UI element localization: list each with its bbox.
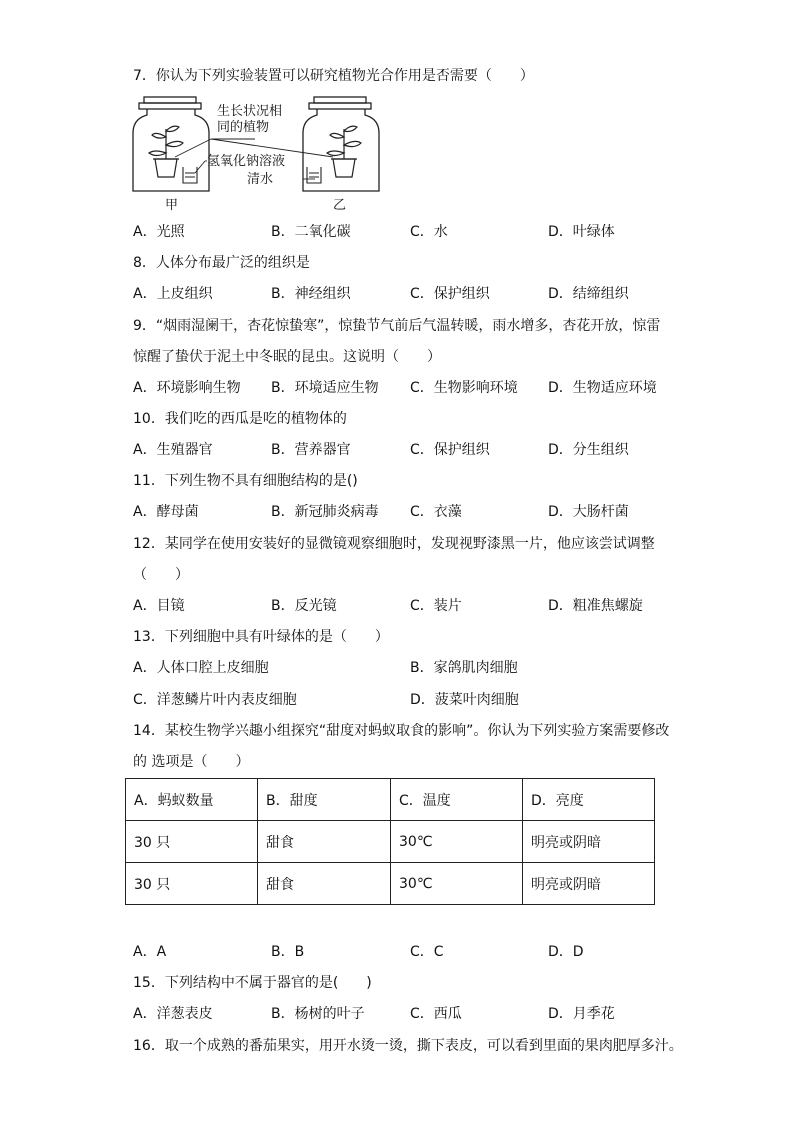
q7-stem: 7．你认为下列实验装置可以研究植物光合作用是否需要（ ） [133, 68, 534, 84]
q9-options [133, 378, 693, 398]
q8-stem: 8．人体分布最广泛的组织是 [133, 255, 310, 271]
table-header-cell: B．甜度 [258, 779, 391, 821]
q11-option-c[interactable]: C．衣藻 [410, 504, 462, 520]
beaker-right [307, 167, 321, 183]
q14-option-b[interactable]: B．B [271, 944, 305, 960]
q10-option-d[interactable]: D．分生组织 [548, 442, 629, 458]
q11-option-d[interactable]: D．大肠杆菌 [548, 504, 629, 520]
q11-option-a[interactable]: A．酵母菌 [133, 504, 199, 520]
q14-options [133, 942, 693, 962]
q15-option-b[interactable]: B．杨树的叶子 [271, 1006, 365, 1022]
q9-option-d[interactable]: D．生物适应环境 [548, 380, 657, 396]
q11-option-b[interactable]: B．新冠肺炎病毒 [271, 504, 379, 520]
table-cell: 30℃ [391, 821, 523, 863]
q12-stem-line2: （ ） [133, 567, 189, 583]
q7-option-c[interactable]: C．水 [410, 224, 448, 240]
q9-option-c[interactable]: C．生物影响环境 [410, 380, 518, 396]
table-header-cell: A．蚂蚁数量 [126, 779, 258, 821]
q11-options [133, 502, 693, 522]
table-cell: 甜食 [258, 821, 391, 863]
q15-option-d[interactable]: D．月季花 [548, 1006, 615, 1022]
q14-experiment-table [125, 778, 655, 905]
table-cell: 甜食 [258, 863, 391, 905]
plant-right [327, 126, 361, 177]
q8-option-a[interactable]: A．上皮组织 [133, 286, 213, 302]
q7-option-b[interactable]: B．二氧化碳 [271, 224, 351, 240]
q13-stem: 13．下列细胞中具有叶绿体的是（ ） [133, 629, 389, 645]
q13-option-c[interactable]: C．洋葱鳞片叶内表皮细胞 [133, 692, 297, 708]
table-cell: 明亮或阴暗 [523, 821, 655, 863]
q15-options [133, 1004, 693, 1024]
q14-stem-line2: 的 选项是（ ） [133, 754, 250, 770]
q8-option-c[interactable]: C．保护组织 [410, 286, 490, 302]
q14-option-a[interactable]: A．A [133, 944, 167, 960]
q10-option-b[interactable]: B．营养器官 [271, 442, 351, 458]
q8-options [133, 284, 693, 304]
q14-stem-line1: 14．某校生物学兴趣小组探究“甜度对蚂蚁取食的影响”。你认为下列实验方案需要修改 [133, 723, 670, 739]
q9-option-b[interactable]: B．环境适应生物 [271, 380, 379, 396]
table-cell: 30 只 [126, 863, 258, 905]
table-row [126, 863, 655, 905]
q10-option-c[interactable]: C．保护组织 [410, 442, 490, 458]
beaker-left [183, 167, 197, 183]
label-plants-1: 生长状况相 [217, 104, 283, 119]
q7-option-d[interactable]: D．叶绿体 [548, 224, 615, 240]
table-row [126, 821, 655, 863]
q8-option-d[interactable]: D．结缔组织 [548, 286, 629, 302]
q11-stem: 11．下列生物不具有细胞结构的是() [133, 473, 358, 489]
q15-stem: 15．下列结构中不属于器官的是( ) [133, 975, 372, 991]
q16-stem: 16．取一个成熟的番茄果实，用开水烫一烫，撕下表皮，可以看到里面的果肉肥厚多汁。 [133, 1038, 683, 1054]
q8-option-b[interactable]: B．神经组织 [271, 286, 351, 302]
q10-option-a[interactable]: A．生殖器官 [133, 442, 213, 458]
q12-option-d[interactable]: D．粗准焦螺旋 [548, 598, 643, 614]
label-naoh: 氢氧化钠溶液 [207, 154, 286, 169]
q12-option-c[interactable]: C．装片 [410, 598, 462, 614]
q9-stem-line2: 惊醒了蛰伏于泥土中冬眠的昆虫。这说明（ ） [133, 349, 441, 365]
q13-option-b[interactable]: B．家鸽肌肉细胞 [410, 660, 518, 676]
q7-experiment-figure [125, 93, 385, 213]
q14-option-d[interactable]: D．D [548, 944, 584, 960]
q12-option-a[interactable]: A．目镜 [133, 598, 185, 614]
table-header-cell: C．温度 [391, 779, 523, 821]
label-water: 清水 [247, 172, 274, 187]
q13-options-row1 [133, 658, 693, 678]
q14-option-c[interactable]: C．C [410, 944, 444, 960]
caption-right: 乙 [333, 198, 347, 213]
q15-option-a[interactable]: A．洋葱表皮 [133, 1006, 213, 1022]
table-cell: 明亮或阴暗 [523, 863, 655, 905]
q12-stem-line1: 12．某同学在使用安装好的显微镜观察细胞时，发现视野漆黑一片，他应该尝试调整 [133, 536, 655, 552]
caption-left: 甲 [165, 198, 179, 213]
q9-stem-line1: 9．“烟雨湿阑干，杏花惊蛰寒”，惊蛰节气前后气温转暖，雨水增多，杏花开放，惊雷 [133, 318, 661, 334]
q13-options-row2 [133, 690, 693, 710]
q13-option-a[interactable]: A．人体口腔上皮细胞 [133, 660, 269, 676]
q9-option-a[interactable]: A．环境影响生物 [133, 380, 241, 396]
q7-option-a[interactable]: A．光照 [133, 224, 185, 240]
table-cell: 30℃ [391, 863, 523, 905]
q15-option-c[interactable]: C．西瓜 [410, 1006, 462, 1022]
table-cell: 30 只 [126, 821, 258, 863]
label-plants-2: 同的植物 [217, 120, 270, 135]
plant-left [149, 126, 183, 177]
table-header-cell: D．亮度 [523, 779, 655, 821]
bell-jar-diagram [125, 93, 385, 213]
table-header-row [126, 779, 655, 821]
q12-options [133, 596, 693, 616]
q13-option-d[interactable]: D．菠菜叶肉细胞 [410, 692, 519, 708]
q10-stem: 10．我们吃的西瓜是吃的植物体的 [133, 411, 347, 427]
q7-options [133, 222, 693, 242]
q12-option-b[interactable]: B．反光镜 [271, 598, 337, 614]
q10-options [133, 440, 693, 460]
